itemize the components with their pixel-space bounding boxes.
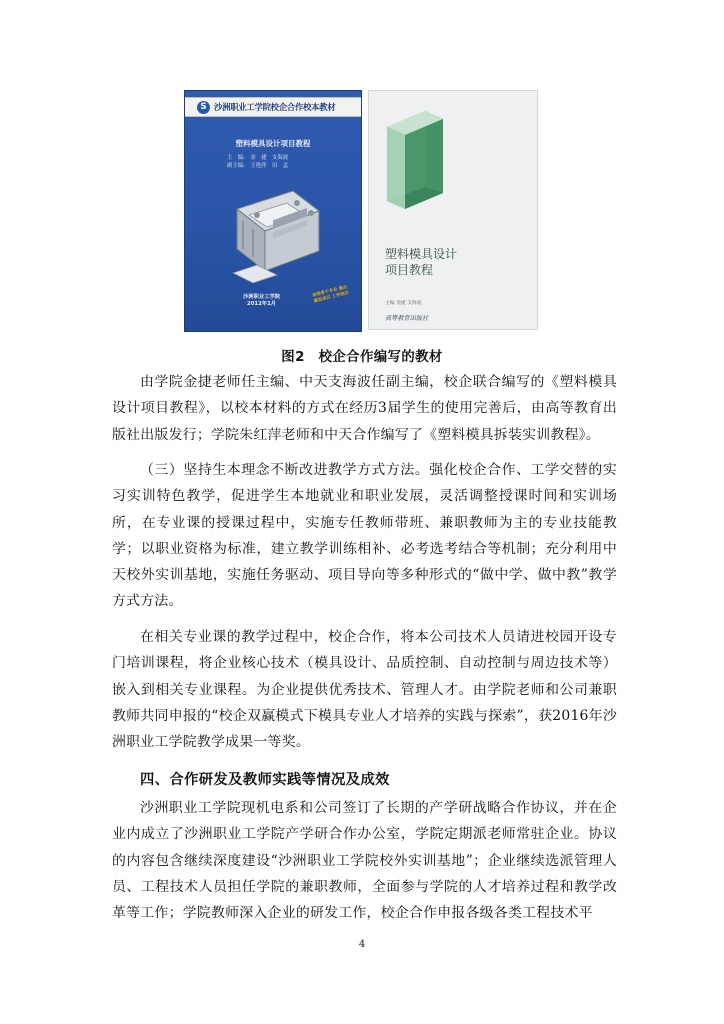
cover-press-info xyxy=(243,294,280,308)
cover-editor-line: 主 编: 金 捷 支海波 xyxy=(227,155,289,161)
cover-book-title: 塑料模具设计项目教程 xyxy=(235,139,311,148)
paragraph-enterprise-courses: 在相关专业课的教学过程中，校企合作，将本公司技术人员请进校园开设专门培训课程，将企业核心技术（模具设计、品质控制、自动控制与周边技术等）嵌入到相关专业课程。为企业提供优秀技术、管理人才。由学院老师和公司兼职教师共同申报的“校企双赢模式下模具专业人才培养的实践与探索”，获2016年沙洲职业工学院教学成果一等奖。 xyxy=(112,629,617,751)
textbook-cover-published-edition xyxy=(368,90,538,330)
figure-caption: 图2 校企合作编写的教材 xyxy=(281,350,443,365)
paragraph-textbook-compilation: 由学院金捷老师任主编、中天支海波任副主编，校企联合编写的《塑料模具设计项目教程》，以校本材料的方式在经历3届学生的使用完善后，由高等教育出版社出版发行；学院朱红萍老师和中天合作编写了《塑料模具拆装实训教程》。 xyxy=(112,374,617,443)
cover-badge-stamp: 省级骨干专业 重点建设项目 工学结合 xyxy=(311,284,350,305)
school-logo-icon: S xyxy=(197,101,210,114)
cover-editors xyxy=(227,154,288,170)
cover-publisher: 高等教育出版社 xyxy=(385,315,429,322)
paragraph-teaching-methods: （三）坚持生本理念不断改进教学方式方法。强化校企合作、工学交替的实习实训特色教学，促进学生本地就业和职业发展，灵活调整授课时间和实训场所，在专业课的授课过程中，实施专任教师带班、兼职教师为主的专业技能教学；以职业资格为标准，建立教学训练相补、必考选考结合等机制；充分利用中天校外实训基地，实施任务驱动、项目导向等多种形式的“做中学、做中教”教学方式方法。 xyxy=(112,462,617,610)
cube-graphic-icon xyxy=(369,91,537,241)
textbook-cover-school-edition xyxy=(184,90,362,332)
cover-title-line-1: 塑料模具设计 xyxy=(385,247,458,261)
cover-series-name: 沙洲职业工学院校企合作校本教材 xyxy=(214,102,336,112)
cover-series-banner xyxy=(185,97,361,117)
cover-title-line-2: 项目教程 xyxy=(385,263,434,277)
paragraph-research-cooperation: 沙洲职业工学院现机电系和公司签订了长期的产学研战略合作协议，并在企业内成立了沙洲职业工学院产学研合作办公室，学院定期派老师常驻企业。协议的内容包含继续深度建设“沙洲职业工学院校外实训基地”；企业继续选派管理人员、工程技术人员担任学院的兼职教师，全面参与学院的人才培养过程和教学改革等工作；学院教师深入企业的研发工作，校企合作申报各级各类工程技术平 xyxy=(112,800,617,922)
cover-deputy-editor-line: 副主编: 王艳萍 田 孟 xyxy=(227,163,289,169)
cover-press-date: 2012年1月 xyxy=(247,301,277,307)
cover-book-title xyxy=(385,246,457,278)
cover-press-name: 沙洲职业工学院 xyxy=(243,294,281,300)
mold-assembly-illustration xyxy=(227,175,325,287)
cover-author: 主编 金捷 支海波 xyxy=(385,301,422,306)
section-heading: 四、合作研发及教师实践等情况及成效 xyxy=(140,772,390,788)
page-number: 4 xyxy=(358,939,366,950)
